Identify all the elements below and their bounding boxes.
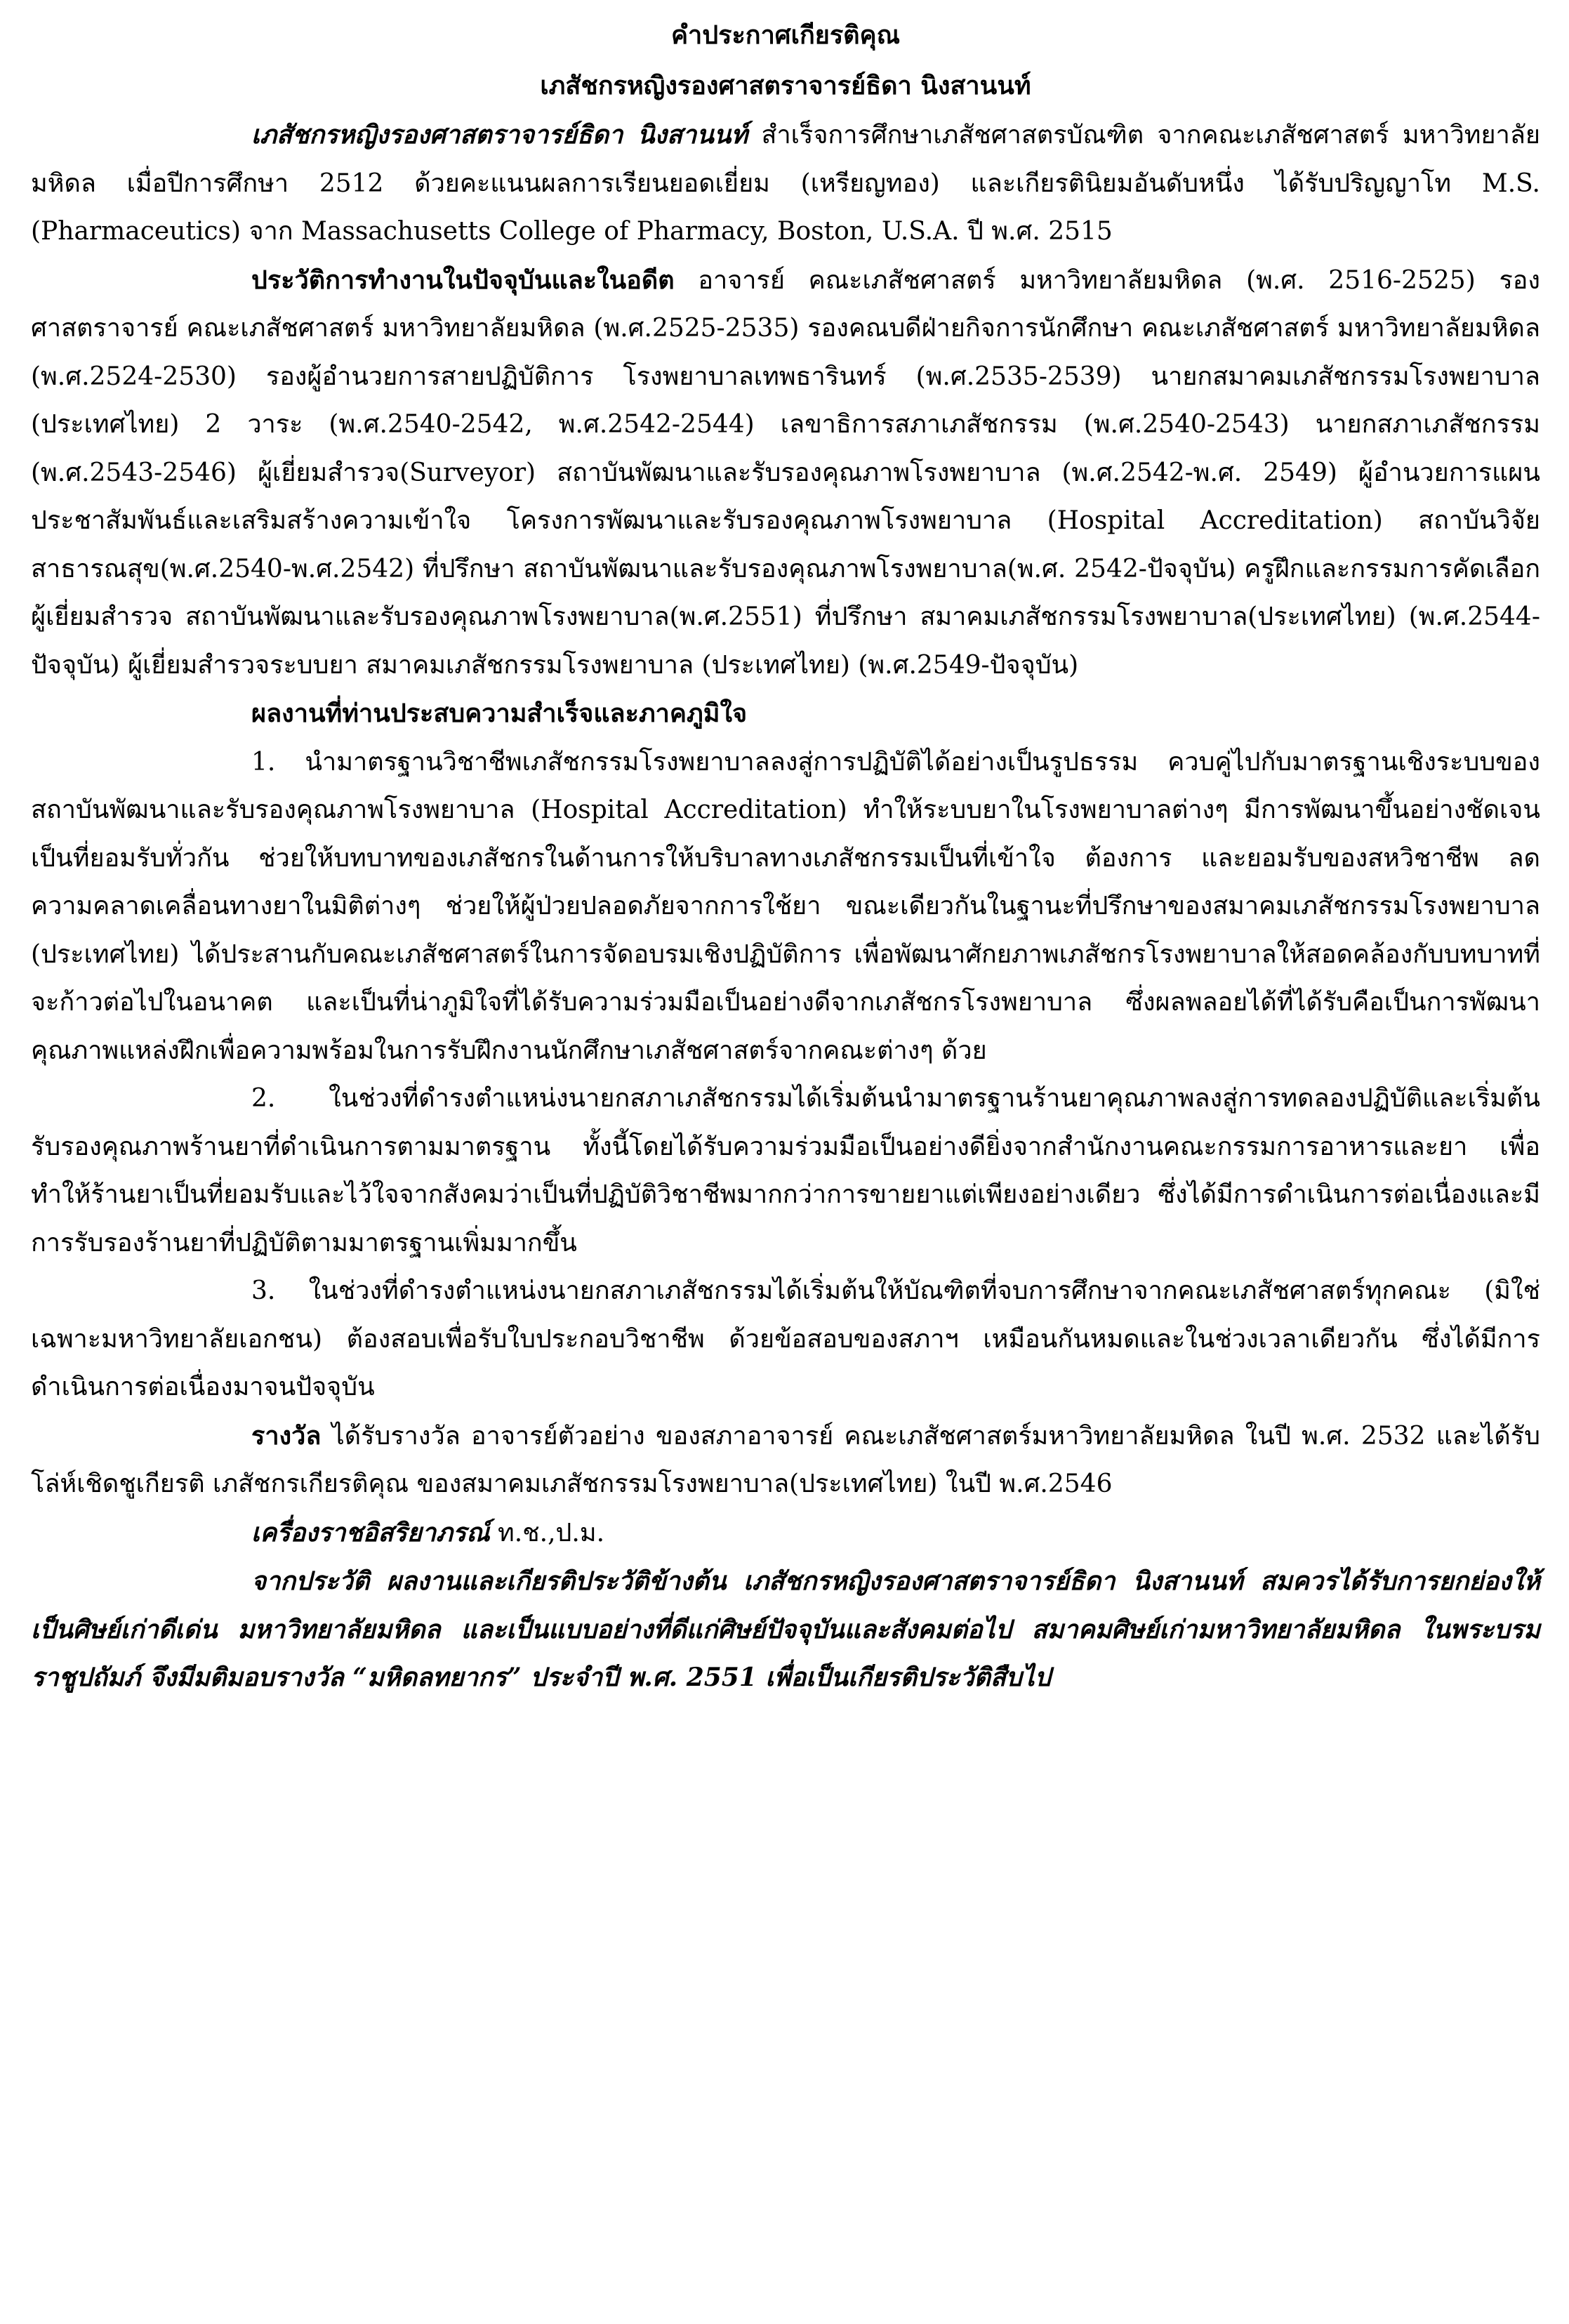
intro-text: สำเร็จการศึกษาเภสัชศาสตรบัณฑิต จากคณะเภสัชศาสตร์ มหาวิทยาลัยมหิดล เมื่อปีการศึกษา 2512 ด้วยคะแนนผลการเรียนยอดเยี่ยม (เหรียญทอง) และเกียรตินิยมอันดับหนึ่ง ได้รับปริญญาโท M.S. (Pharmaceutics) จาก Massachusetts College of Pharmacy, Boston, U.S.A. ปี พ.ศ. 2515 <box>31 121 1540 246</box>
career-paragraph <box>31 256 1540 690</box>
achievement-item-3: 3. ในช่วงที่ดำรงตำแหน่งนายกสภาเภสัชกรรมได้เริ่มต้นให้บัณฑิตที่จบการศึกษาจากคณะเภสัชศาสตร์ทุกคณะ (มิใช่เฉพาะมหาวิทยาลัยเอกชน) ต้องสอบเพื่อรับใบประกอบวิชาชีพ ด้วยข้อสอบของสภาฯ เหมือนกันหมดและในช่วงเวลาเดียวกัน ซึ่งได้มีการดำเนินการต่อเนื่องมาจนปัจจุบัน <box>31 1276 1540 1401</box>
intro-paragraph <box>31 111 1540 256</box>
decoration-heading: เครื่องราชอิสริยาภรณ์ <box>251 1517 490 1547</box>
honoree-name: เภสัชกรหญิงรองศาสตราจารย์ธิดา นิงสานนท์ <box>251 120 748 150</box>
document-title: คำประกาศเกียรติคุณ <box>670 20 901 50</box>
award-paragraph <box>31 1412 1540 1509</box>
award-text: ได้รับรางวัล อาจารย์ตัวอย่าง ของสภาอาจารย์ คณะเภสัชศาสตร์มหาวิทยาลัยมหิดล ในปี พ.ศ. 2532 และได้รับโล่ห์เชิดชูเกียรติ เภสัชกรเกียรติคุณ ของสมาคมเภสัชกรรมโรงพยาบาล(ประเทศไทย) ในปี พ.ศ.2546 <box>31 1421 1540 1498</box>
decoration-paragraph <box>31 1509 1540 1558</box>
career-text: อาจารย์ คณะเภสัชศาสตร์ มหาวิทยาลัยมหิดล (พ.ศ. 2516-2525) รองศาสตราจารย์ คณะเภสัชศาสตร์ มหาวิทยาลัยมหิดล (พ.ศ.2525-2535) รองคณบดีฝ่ายกิจการนักศึกษา คณะเภสัชศาสตร์ มหาวิทยาลัยมหิดล (พ.ศ.2524-2530) รองผู้อำนวยการสายปฏิบัติการ โรงพยาบาลเทพธารินทร์ (พ.ศ.2535-2539) นายกสมาคมเภสัชกรรมโรงพยาบาล (ประเทศไทย) 2 วาระ (พ.ศ.2540-2542, พ.ศ.2542-2544) เลขาธิการสภาเภสัชกรรม (พ.ศ.2540-2543) นายกสภาเภสัชกรรม (พ.ศ.2543-2546) ผู้เยี่ยมสำรวจ(Surveyor) สถาบันพัฒนาและรับรองคุณภาพโรงพยาบาล (พ.ศ.2542-พ.ศ. 2549) ผู้อำนวยการแผนประชาสัมพันธ์และเสริมสร้างความเข้าใจ โครงการพัฒนาและรับรองคุณภาพโรงพยาบาล (Hospital Accreditation) สถาบันวิจัยสาธารณสุข(พ.ศ.2540-พ.ศ.2542) ที่ปรึกษา สถาบันพัฒนาและรับรองคุณภาพโรงพยาบาล(พ.ศ. 2542-ปัจจุบัน) ครูฝึกและกรรมการคัดเลือกผู้เยี่ยมสำรวจ สถาบันพัฒนาและรับรองคุณภาพโรงพยาบาล(พ.ศ.2551) ที่ปรึกษา สมาคมเภสัชกรรมโรงพยาบาล(ประเทศไทย) (พ.ศ.2544-ปัจจุบัน) ผู้เยี่ยมสำรวจระบบยา สมาคมเภสัชกรรมโรงพยาบาล (ประเทศไทย) (พ.ศ.2549-ปัจจุบัน) <box>31 265 1540 680</box>
career-heading: ประวัติการทำงานในปัจจุบันและในอดีต <box>251 265 675 295</box>
closing-paragraph: จากประวัติ ผลงานและเกียรติประวัติข้างต้น เภสัชกรหญิงรองศาสตราจารย์ธิดา นิงสานนท์ สมควรได้รับการยกย่องให้เป็นศิษย์เก่าดีเด่น มหาวิทยาลัยมหิดล และเป็นแบบอย่างที่ดีแก่ศิษย์ปัจจุบันและสังคมต่อไป สมาคมศิษย์เก่ามหาวิทยาลัยมหิดล ในพระบรมราชูปถัมภ์ จึงมีมติมอบรางวัล “มหิดลทยากร” ประจำปี พ.ศ. 2551 เพื่อเป็นเกียรติประวัติสืบไป <box>31 1566 1540 1692</box>
document-subtitle: เภสัชกรหญิงรองศาสตราจารย์ธิดา นิงสานนท์ <box>540 71 1031 100</box>
document-page <box>31 10 1540 1702</box>
award-heading: รางวัล <box>251 1420 322 1451</box>
achievement-item-1: 1. นำมาตรฐานวิชาชีพเภสัชกรรมโรงพยาบาลลงสู่การปฏิบัติได้อย่างเป็นรูปธรรม ควบคู่ไปกับมาตรฐานเชิงระบบของสถาบันพัฒนาและรับรองคุณภาพโรงพยาบาล (Hospital Accreditation) ทำให้ระบบยาในโรงพยาบาลต่างๆ มีการพัฒนาขึ้นอย่างชัดเจนเป็นที่ยอมรับทั่วกัน ช่วยให้บทบาทของเภสัชกรในด้านการให้บริบาลทางเภสัชกรรมเป็นที่เข้าใจ ต้องการ และยอมรับของสหวิชาชีพ ลดความคลาดเคลื่อนทางยาในมิติต่างๆ ช่วยให้ผู้ป่วยปลอดภัยจากการใช้ยา ขณะเดียวกันในฐานะที่ปรึกษาของสมาคมเภสัชกรรมโรงพยาบาล (ประเทศไทย) ได้ประสานกับคณะเภสัชศาสตร์ในการจัดอบรมเชิงปฏิบัติการ เพื่อพัฒนาศักยภาพเภสัชกรโรงพยาบาลให้สอดคล้องกับบทบาทที่จะก้าวต่อไปในอนาคต และเป็นที่น่าภูมิใจที่ได้รับความร่วมมือเป็นอย่างดีจากเภสัชกรโรงพยาบาล ซึ่งผลพลอยได้ที่ได้รับคือเป็นการพัฒนาคุณภาพแหล่งฝึกเพื่อความพร้อมในการรับฝึกงานนักศึกษาเภสัชศาสตร์จากคณะต่างๆ ด้วย <box>31 747 1540 1065</box>
decoration-text: ท.ช.,ป.ม. <box>489 1518 605 1547</box>
achievements-heading: ผลงานที่ท่านประสบความสำเร็จและภาคภูมิใจ <box>251 699 748 728</box>
achievement-item-2: 2. ในช่วงที่ดำรงตำแหน่งนายกสภาเภสัชกรรมได้เริ่มต้นนำมาตรฐานร้านยาคุณภาพลงสู่การทดลองปฏิบัติและเริ่มต้นรับรองคุณภาพร้านยาที่ดำเนินการตามมาตรฐาน ทั้งนี้โดยได้รับความร่วมมือเป็นอย่างดียิ่งจากสำนักงานคณะกรรมการอาหารและยา เพื่อทำให้ร้านยาเป็นที่ยอมรับและไว้ใจจากสังคมว่าเป็นที่ปฏิบัติวิชาชีพมากกว่าการขายยาแต่เพียงอย่างเดียว ซึ่งได้มีการดำเนินการต่อเนื่องและมีการรับรองร้านยาที่ปฏิบัติตามมาตรฐานเพิ่มมากขึ้น <box>31 1084 1540 1257</box>
